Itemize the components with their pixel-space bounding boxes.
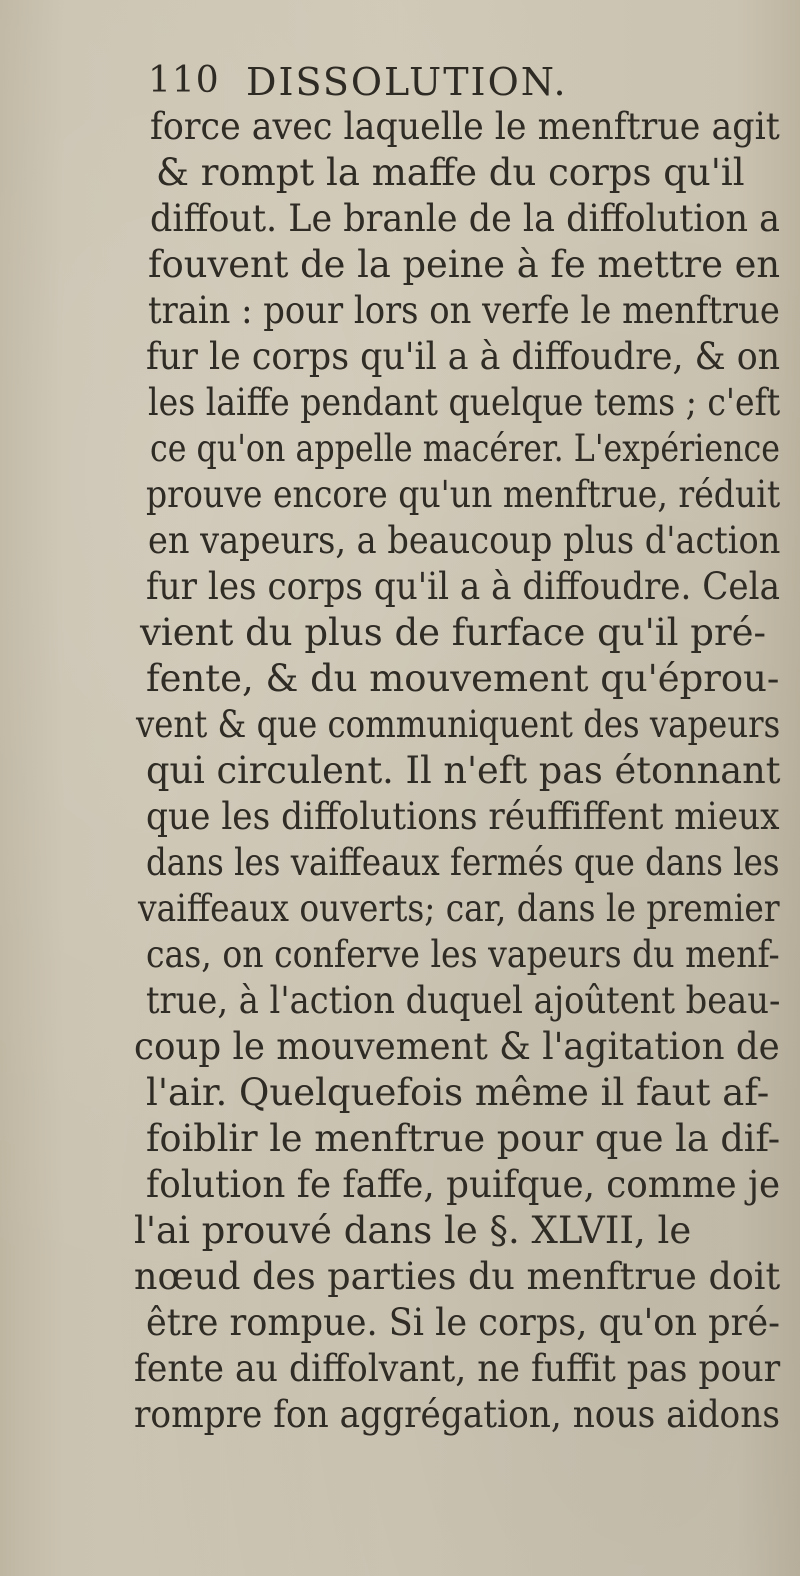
- running-title: DISSOLUTION.: [246, 60, 568, 104]
- text-line: rompre fon aggrégation, nous aidons: [134, 1393, 780, 1436]
- text-line: vaiffeaux ouverts; car, dans le premier: [138, 887, 780, 930]
- text-line: être rompue. Si le corps, qu'on pré-: [146, 1301, 780, 1344]
- text-line: diffout. Le branle de la diffolution a: [150, 197, 780, 240]
- text-line: vent & que communiquent des vapeurs: [136, 703, 781, 746]
- text-line: & rompt la maffe du corps qu'il: [156, 151, 745, 194]
- page-number: 110: [148, 60, 220, 101]
- text-line: dans les vaiffeaux fermés que dans les: [146, 841, 780, 884]
- page-header: [0, 60, 800, 108]
- text-line: prouve encore qu'un menftrue, réduit: [146, 473, 781, 516]
- text-line: fur le corps qu'il a à diffoudre, & on: [146, 335, 781, 378]
- text-line: les laiffe pendant quelque tems ; c'eft: [148, 381, 781, 424]
- text-line: force avec laquelle le menftrue agit: [150, 105, 780, 148]
- text-line: nœud des parties du menftrue doit: [134, 1255, 781, 1298]
- text-line: qui circulent. Il n'eft pas étonnant: [146, 749, 781, 792]
- text-line: que les diffolutions réuffiffent mieux: [146, 795, 780, 838]
- text-line: l'ai prouvé dans le §. XLVII, le: [134, 1209, 692, 1252]
- text-line: ce qu'on appelle macérer. L'expérience: [150, 427, 781, 470]
- text-line: fur les corps qu'il a à diffoudre. Cela: [146, 565, 780, 608]
- text-line: folution fe faffe, puifque, comme je: [146, 1163, 781, 1206]
- text-line: fouvent de la peine à fe mettre en: [148, 243, 781, 286]
- text-line: l'air. Quelquefois même il faut af-: [146, 1071, 770, 1114]
- text-line: train : pour lors on verfe le menftrue: [148, 289, 780, 332]
- text-line: foiblir le menftrue pour que la dif-: [146, 1117, 781, 1160]
- text-line: vient du plus de furface qu'il pré-: [140, 611, 767, 654]
- text-line: cas, on conferve les vapeurs du menf-: [146, 933, 780, 976]
- text-line: en vapeurs, a beaucoup plus d'action: [148, 519, 781, 562]
- text-line: fente, & du mouvement qu'éprou-: [146, 657, 780, 700]
- text-line: coup le mouvement & l'agitation de: [134, 1025, 780, 1068]
- text-line: fente au diffolvant, ne fuffit pas pour: [134, 1347, 781, 1390]
- text-line: true, à l'action duquel ajoûtent beau-: [146, 979, 781, 1022]
